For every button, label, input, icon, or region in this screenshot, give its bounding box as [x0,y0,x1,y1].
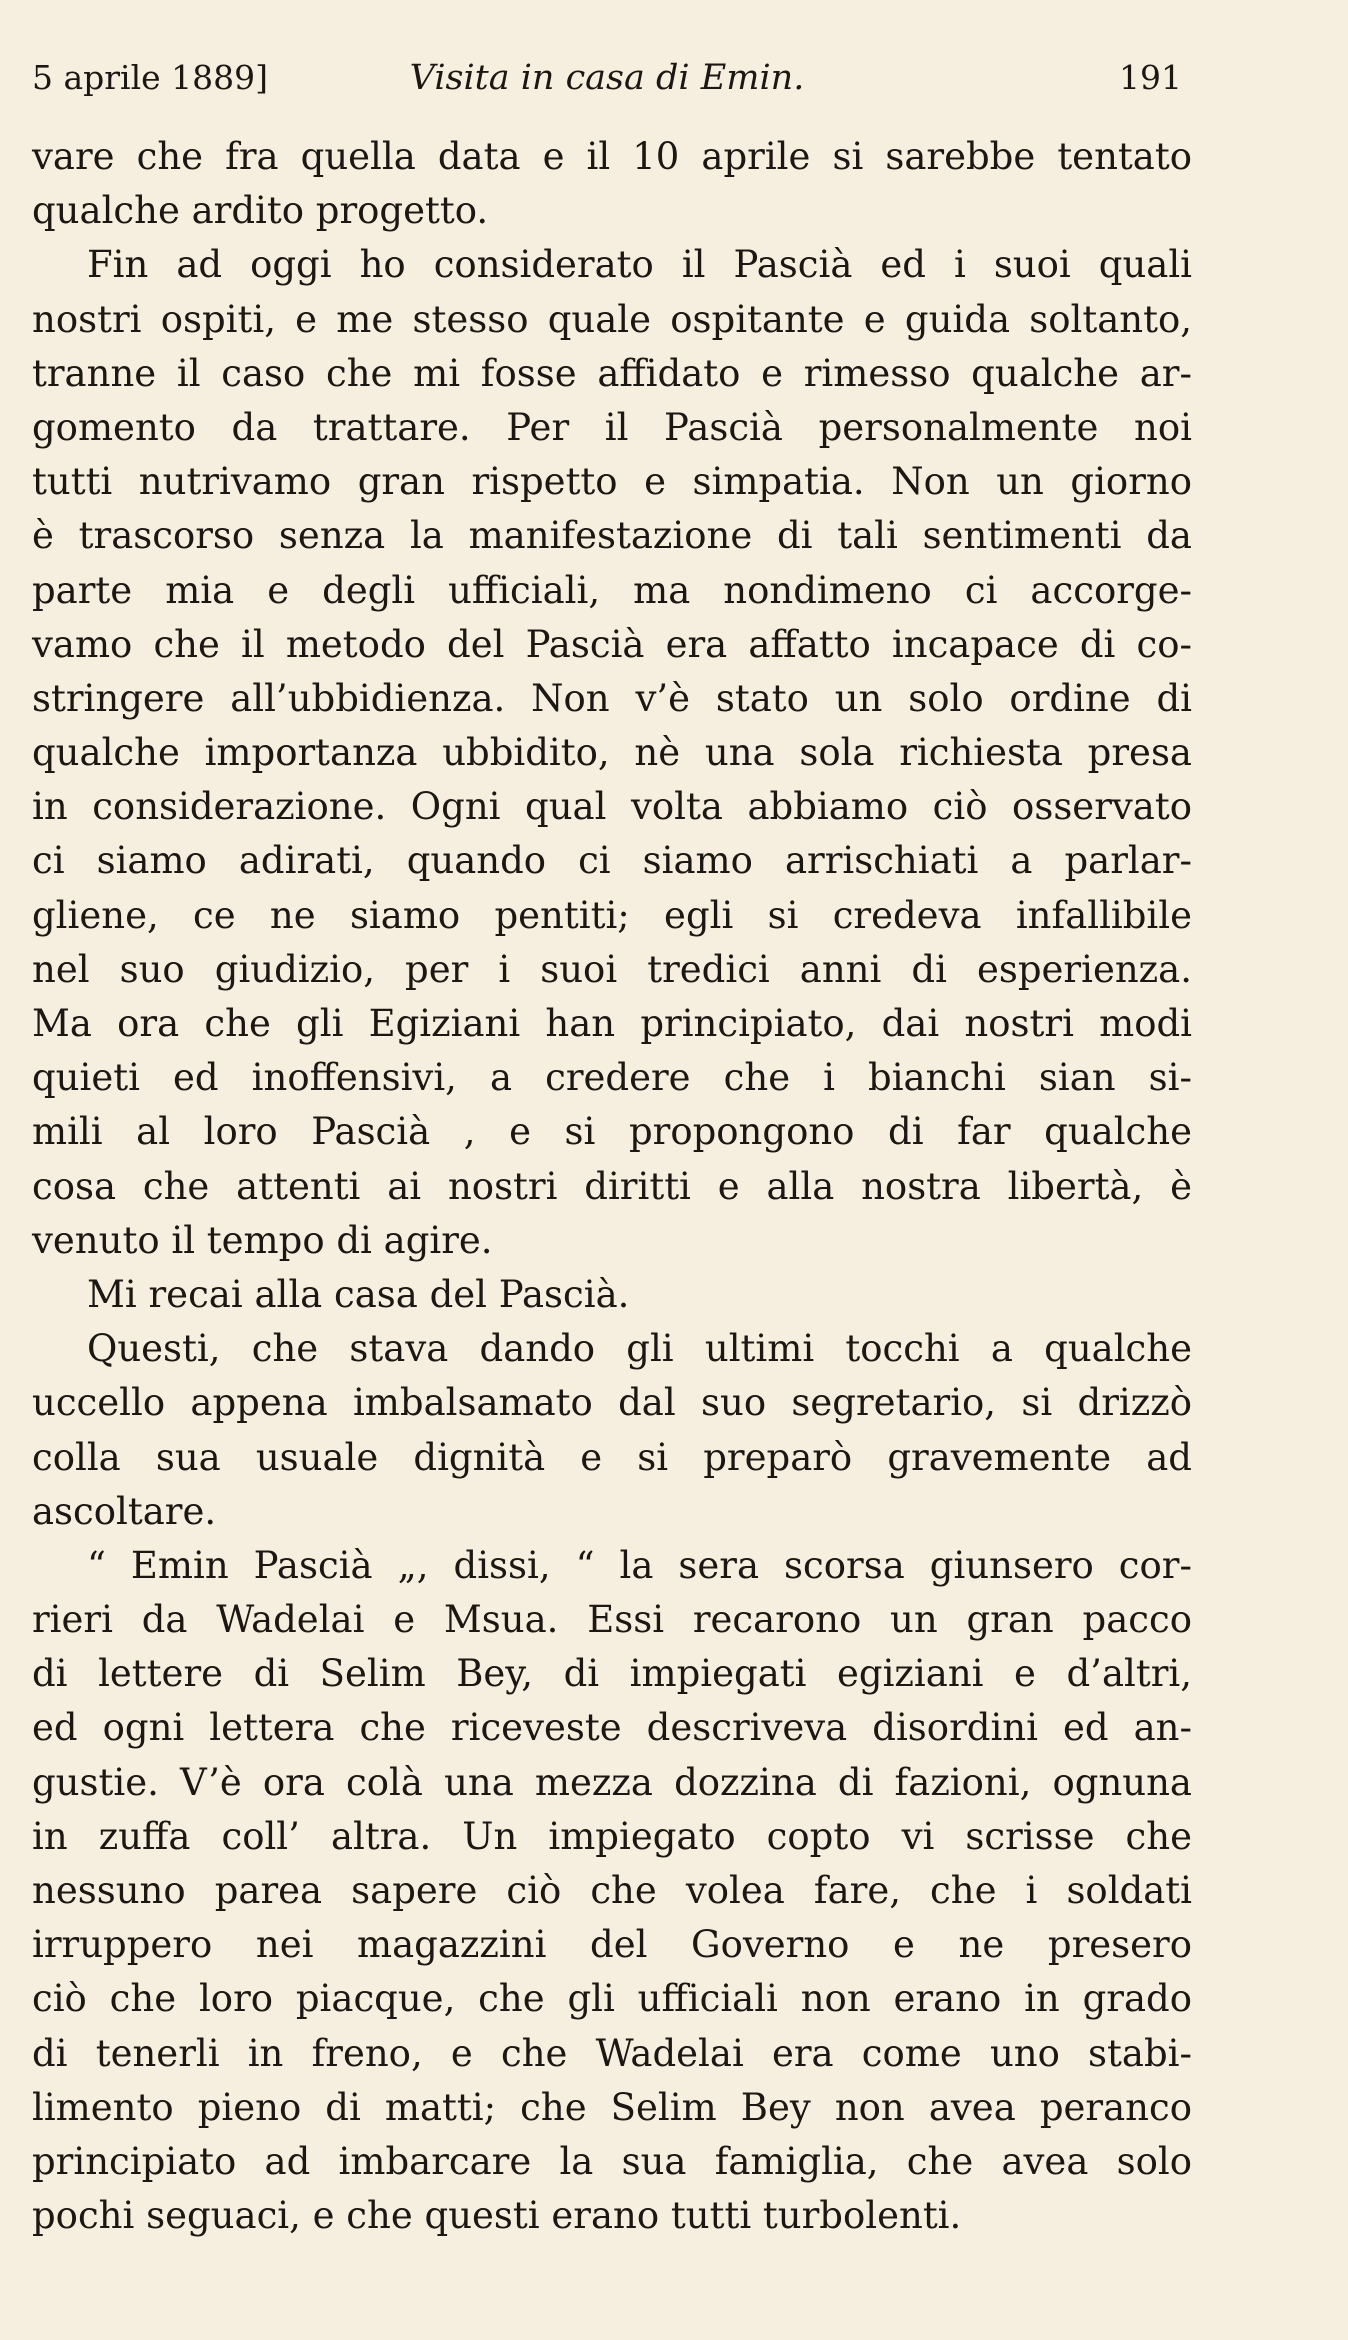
text-line: venuto il tempo di agire. [32,1218,493,1262]
text-line: qualche ardito progetto. [32,189,489,233]
text-line: pochi seguaci, e che questi erano tutti turbolenti. [32,2194,962,2238]
text-line: gomento da trattare. Per il Pascià personalmente noi [32,405,1192,449]
text-line: nel suo giudizio, per i suoi tredici anni di esperienza. [32,947,1192,991]
text-line: è trascorso senza la manifestazione di tali sentimenti da [32,514,1192,558]
text-line: di lettere di Selim Bey, di impiegati egiziani e d’altri, [32,1652,1192,1696]
text-line: tutti nutrivamo gran rispetto e simpatia. Non un giorno [32,460,1192,504]
text-line: vamo che il metodo del Pascià era affatto incapace di co- [32,622,1192,666]
text-line: quieti ed inoffensivi, a credere che i bianchi sian si- [32,1056,1192,1100]
text-line: mili al loro Pascià , e si propongono di far qualche [32,1110,1192,1154]
text-line: Ma ora che gli Egiziani han principiato, dai nostri modi [32,1002,1192,1045]
text-line: “ Emin Pascià „, dissi, “ la sera scorsa giunsero cor- [87,1543,1192,1587]
text-line: gliene, ce ne siamo pentiti; egli si credeva infallibile [32,893,1192,937]
text-line: di tenerli in freno, e che Wadelai era come uno stabi- [32,2031,1192,2075]
text-line: gustie. V’è ora colà una mezza dozzina di fazioni, ognuna [32,1760,1192,1804]
text-line: tranne il caso che mi fosse affidato e rimesso qualche ar- [32,351,1192,395]
text-line: parte mia e degli ufficiali, ma nondimeno ci accorge- [32,568,1192,612]
text-line: vare che fra quella data e il 10 aprile si sarebbe tentato [32,135,1192,178]
text-line: qualche importanza ubbidito, nè una sola richiesta presa [32,731,1192,775]
header-chapter-title: Visita in casa di Emin. [409,58,805,98]
text-line: limento pieno di matti; che Selim Bey non avea peranco [32,2085,1192,2129]
text-line: Fin ad oggi ho considerato il Pascià ed i suoi quali [87,243,1192,287]
text-line: ciò che loro piacque, che gli ufficiali non erano in grado [32,1977,1192,2021]
header-date: 5 aprile 1889] [32,58,269,97]
text-line: ascoltare. [32,1489,217,1533]
text-line: cosa che attenti ai nostri diritti e alla nostra libertà, è [32,1164,1192,1208]
running-header [32,58,1182,108]
text-line: stringere all’ubbidienza. Non v’è stato un solo ordine di [32,676,1192,720]
text-line: rieri da Wadelai e Msua. Essi recarono un gran pacco [32,1598,1192,1642]
text-line: colla sua usuale dignità e si preparò gravemente ad [32,1435,1192,1479]
text-line: nessuno parea sapere ciò che volea fare, che i soldati [32,1869,1192,1912]
text-line: irruppero nei magazzini del Governo e ne presero [32,1923,1192,1967]
body-text [32,130,1192,2243]
page-number: 191 [1119,58,1182,97]
text-line: in considerazione. Ogni qual volta abbiamo ciò osservato [32,785,1192,829]
text-line: Questi, che stava dando gli ultimi tocchi a qualche [87,1327,1192,1371]
text-line: principiato ad imbarcare la sua famiglia, che avea solo [32,2139,1192,2183]
text-line: Mi recai alla casa del Pascià. [87,1272,630,1316]
text-line: ci siamo adirati, quando ci siamo arrischiati a parlar- [32,839,1192,883]
text-line: ed ogni lettera che riceveste descriveva disordini ed an- [32,1706,1192,1750]
text-line: uccello appena imbalsamato dal suo segretario, si drizzò [32,1381,1192,1425]
text-line: nostri ospiti, e me stesso quale ospitante e guida soltanto, [32,297,1192,341]
text-line: in zuffa coll’ altra. Un impiegato copto vi scrisse che [32,1814,1192,1858]
